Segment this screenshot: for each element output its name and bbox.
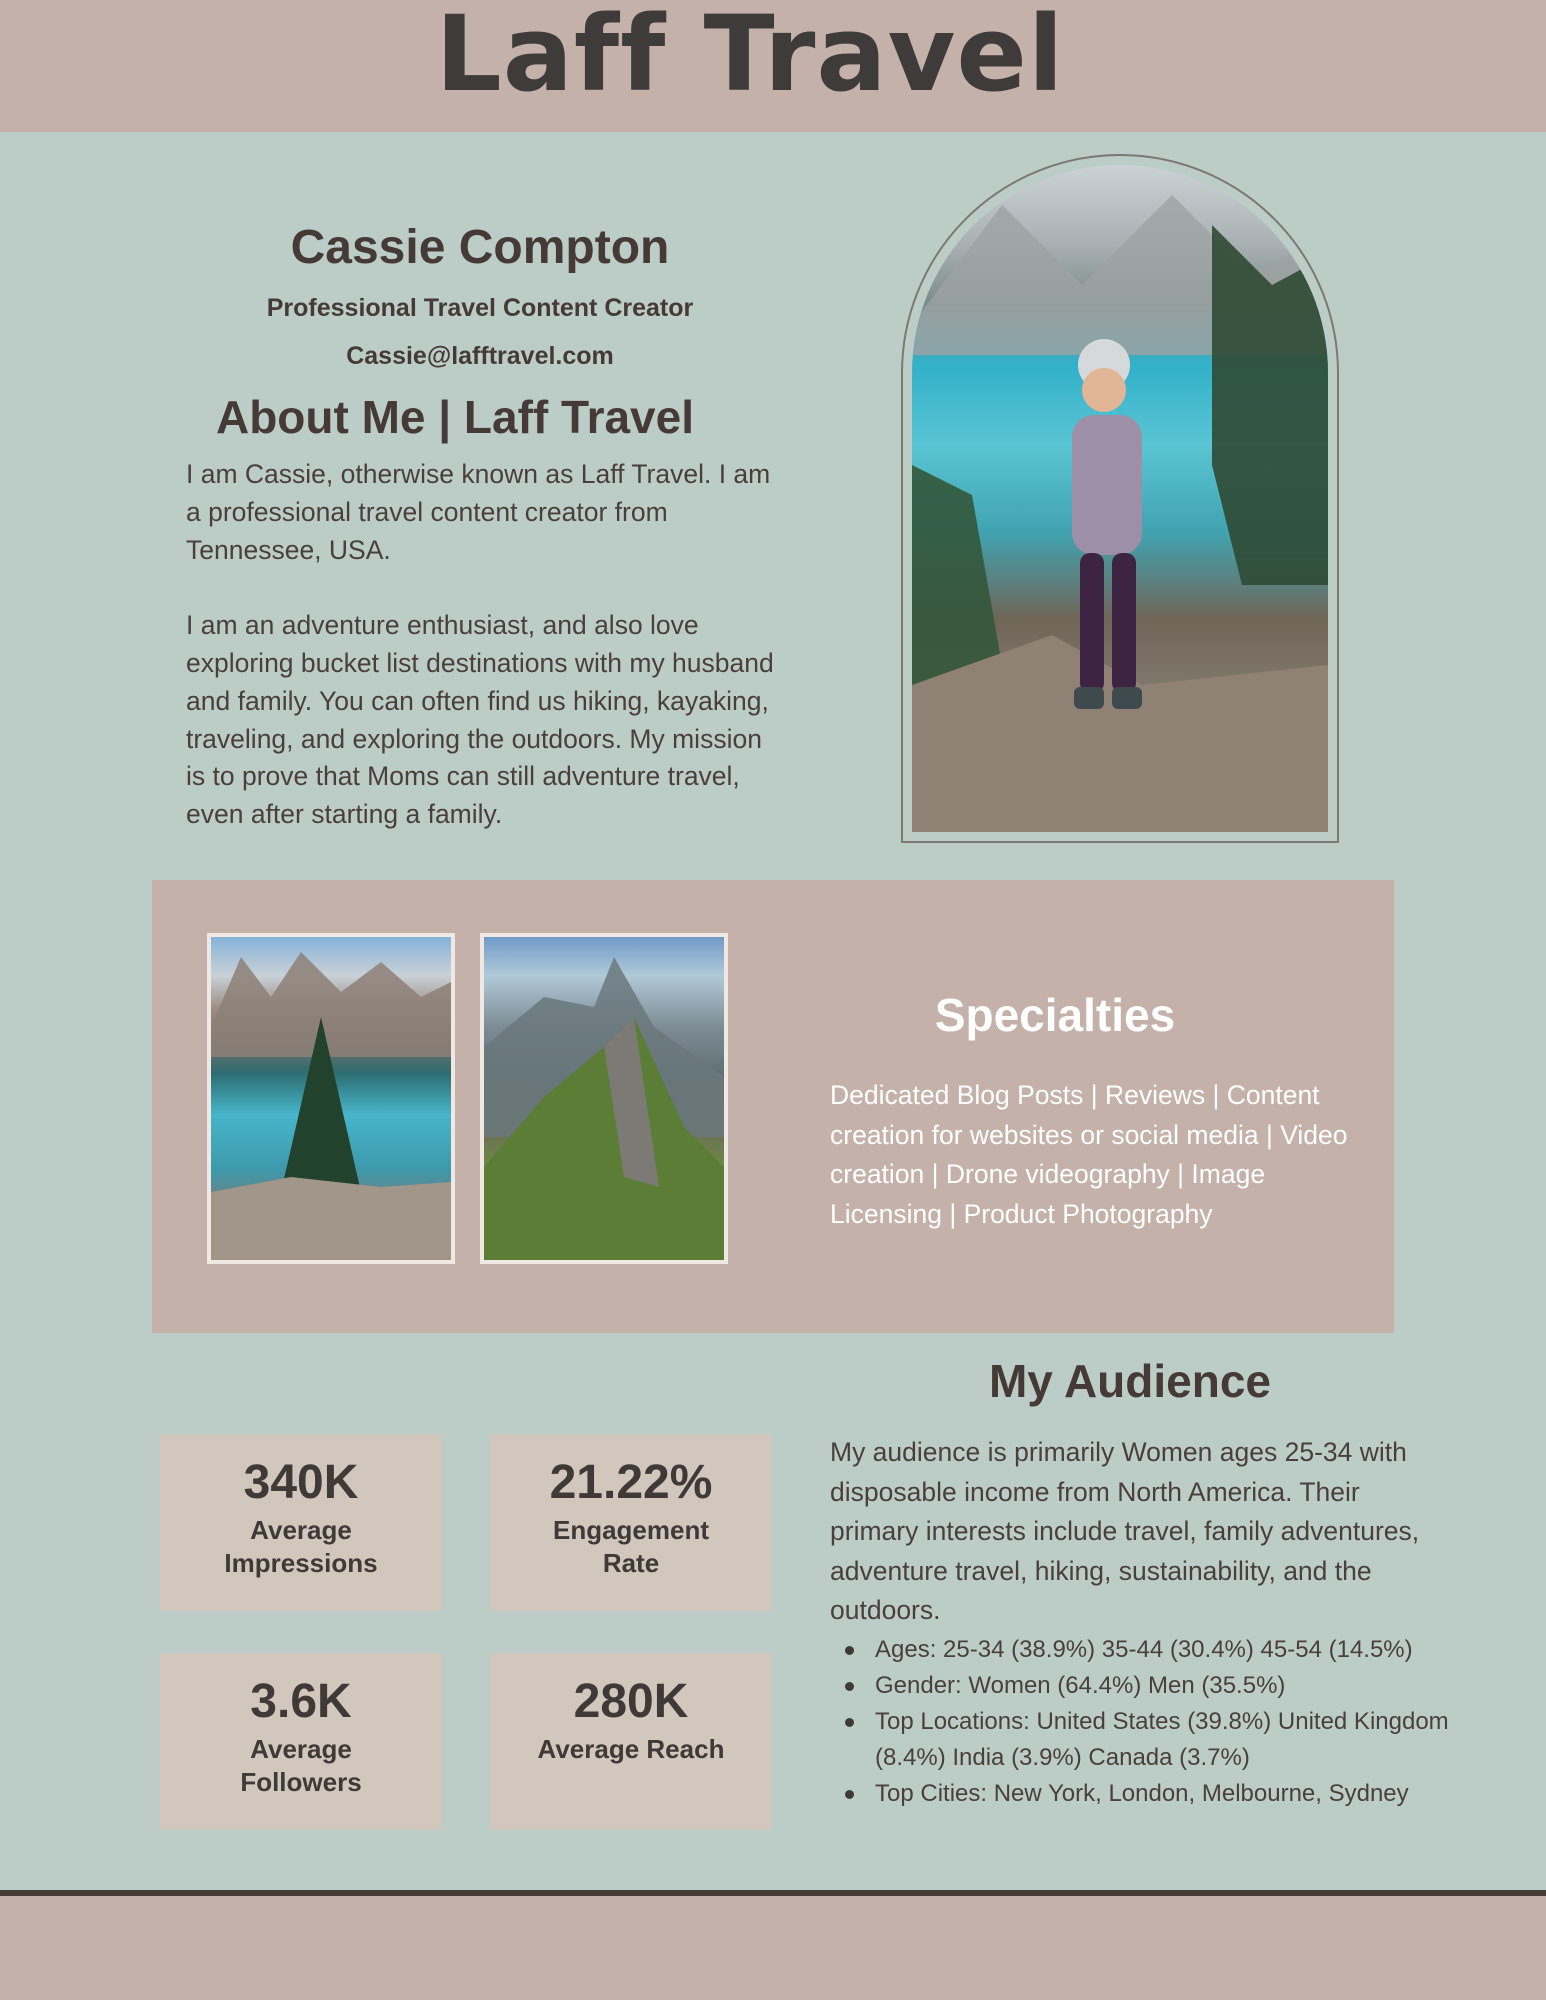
stat-value: 3.6K: [250, 1675, 352, 1728]
audience-body: My audience is primarily Women ages 25-34 with disposable income from North America. Their primary interests include travel, family adventures, adventure travel, hiking, sustainability, and the outdoors.: [830, 1437, 1420, 1625]
stat-card: [160, 1653, 442, 1830]
stat-label: Engagement Rate: [552, 1515, 710, 1578]
stat-card: [160, 1434, 442, 1611]
list-item: Gender: Women (64.4%) Men (35.5%): [830, 1668, 1450, 1704]
footer-bar: [0, 1896, 1546, 2000]
stat-value: 280K: [573, 1675, 689, 1728]
portrait-illustration: [912, 165, 1328, 832]
stat-label: Average Impressions: [224, 1515, 378, 1578]
about-paragraph: I am an adventure enthusiast, and also love exploring bucket list destinations with my husband and family. You can often find us hiking, kayaking, traveling, and exploring the outdoors. My mission is to prove that Moms can still adventure travel, even after starting a family.: [186, 610, 774, 830]
audience-list: [830, 1632, 1450, 1812]
profile-email[interactable]: Cassie@lafftravel.com: [346, 342, 614, 370]
list-item: Top Cities: New York, London, Melbourne, Sydney: [830, 1776, 1450, 1812]
about-body: [186, 456, 776, 872]
about-paragraph: I am Cassie, otherwise known as Laff Travel. I am a professional travel content creator from Tennessee, USA.: [186, 459, 771, 565]
list-item: Ages: 25-34 (38.9%) 35-44 (30.4%) 45-54 (14.5%): [830, 1632, 1450, 1668]
about-title: About Me | Laff Travel: [215, 391, 695, 443]
stat-label: Average Reach: [537, 1734, 725, 1764]
brand-title: Laff Travel: [435, 0, 1065, 115]
list-item: Top Locations: United States (39.8%) United Kingdom (8.4%) India (3.9%) Canada (3.7%): [830, 1704, 1450, 1776]
stat-label: Average Followers: [240, 1734, 362, 1797]
stat-value: 21.22%: [549, 1456, 713, 1509]
profile-name: Cassie Compton: [290, 221, 670, 274]
stat-card: [490, 1653, 772, 1830]
audience-title: My Audience: [988, 1355, 1272, 1407]
lake-photo: [207, 933, 455, 1264]
portrait-photo: [912, 165, 1328, 832]
ridge-photo: [480, 933, 728, 1264]
specialties-title: Specialties: [934, 989, 1176, 1041]
specialties-body: Dedicated Blog Posts | Reviews | Content creation for websites or social media | Video creation | Drone videography | Image Licensing | Product Photography: [830, 1080, 1348, 1229]
lake-illustration: [211, 937, 451, 1260]
ridge-illustration: [484, 937, 724, 1260]
header-bar: [0, 0, 1546, 132]
stat-card: [490, 1434, 772, 1611]
profile-role: Professional Travel Content Creator: [266, 294, 694, 322]
stat-value: 340K: [243, 1456, 359, 1509]
